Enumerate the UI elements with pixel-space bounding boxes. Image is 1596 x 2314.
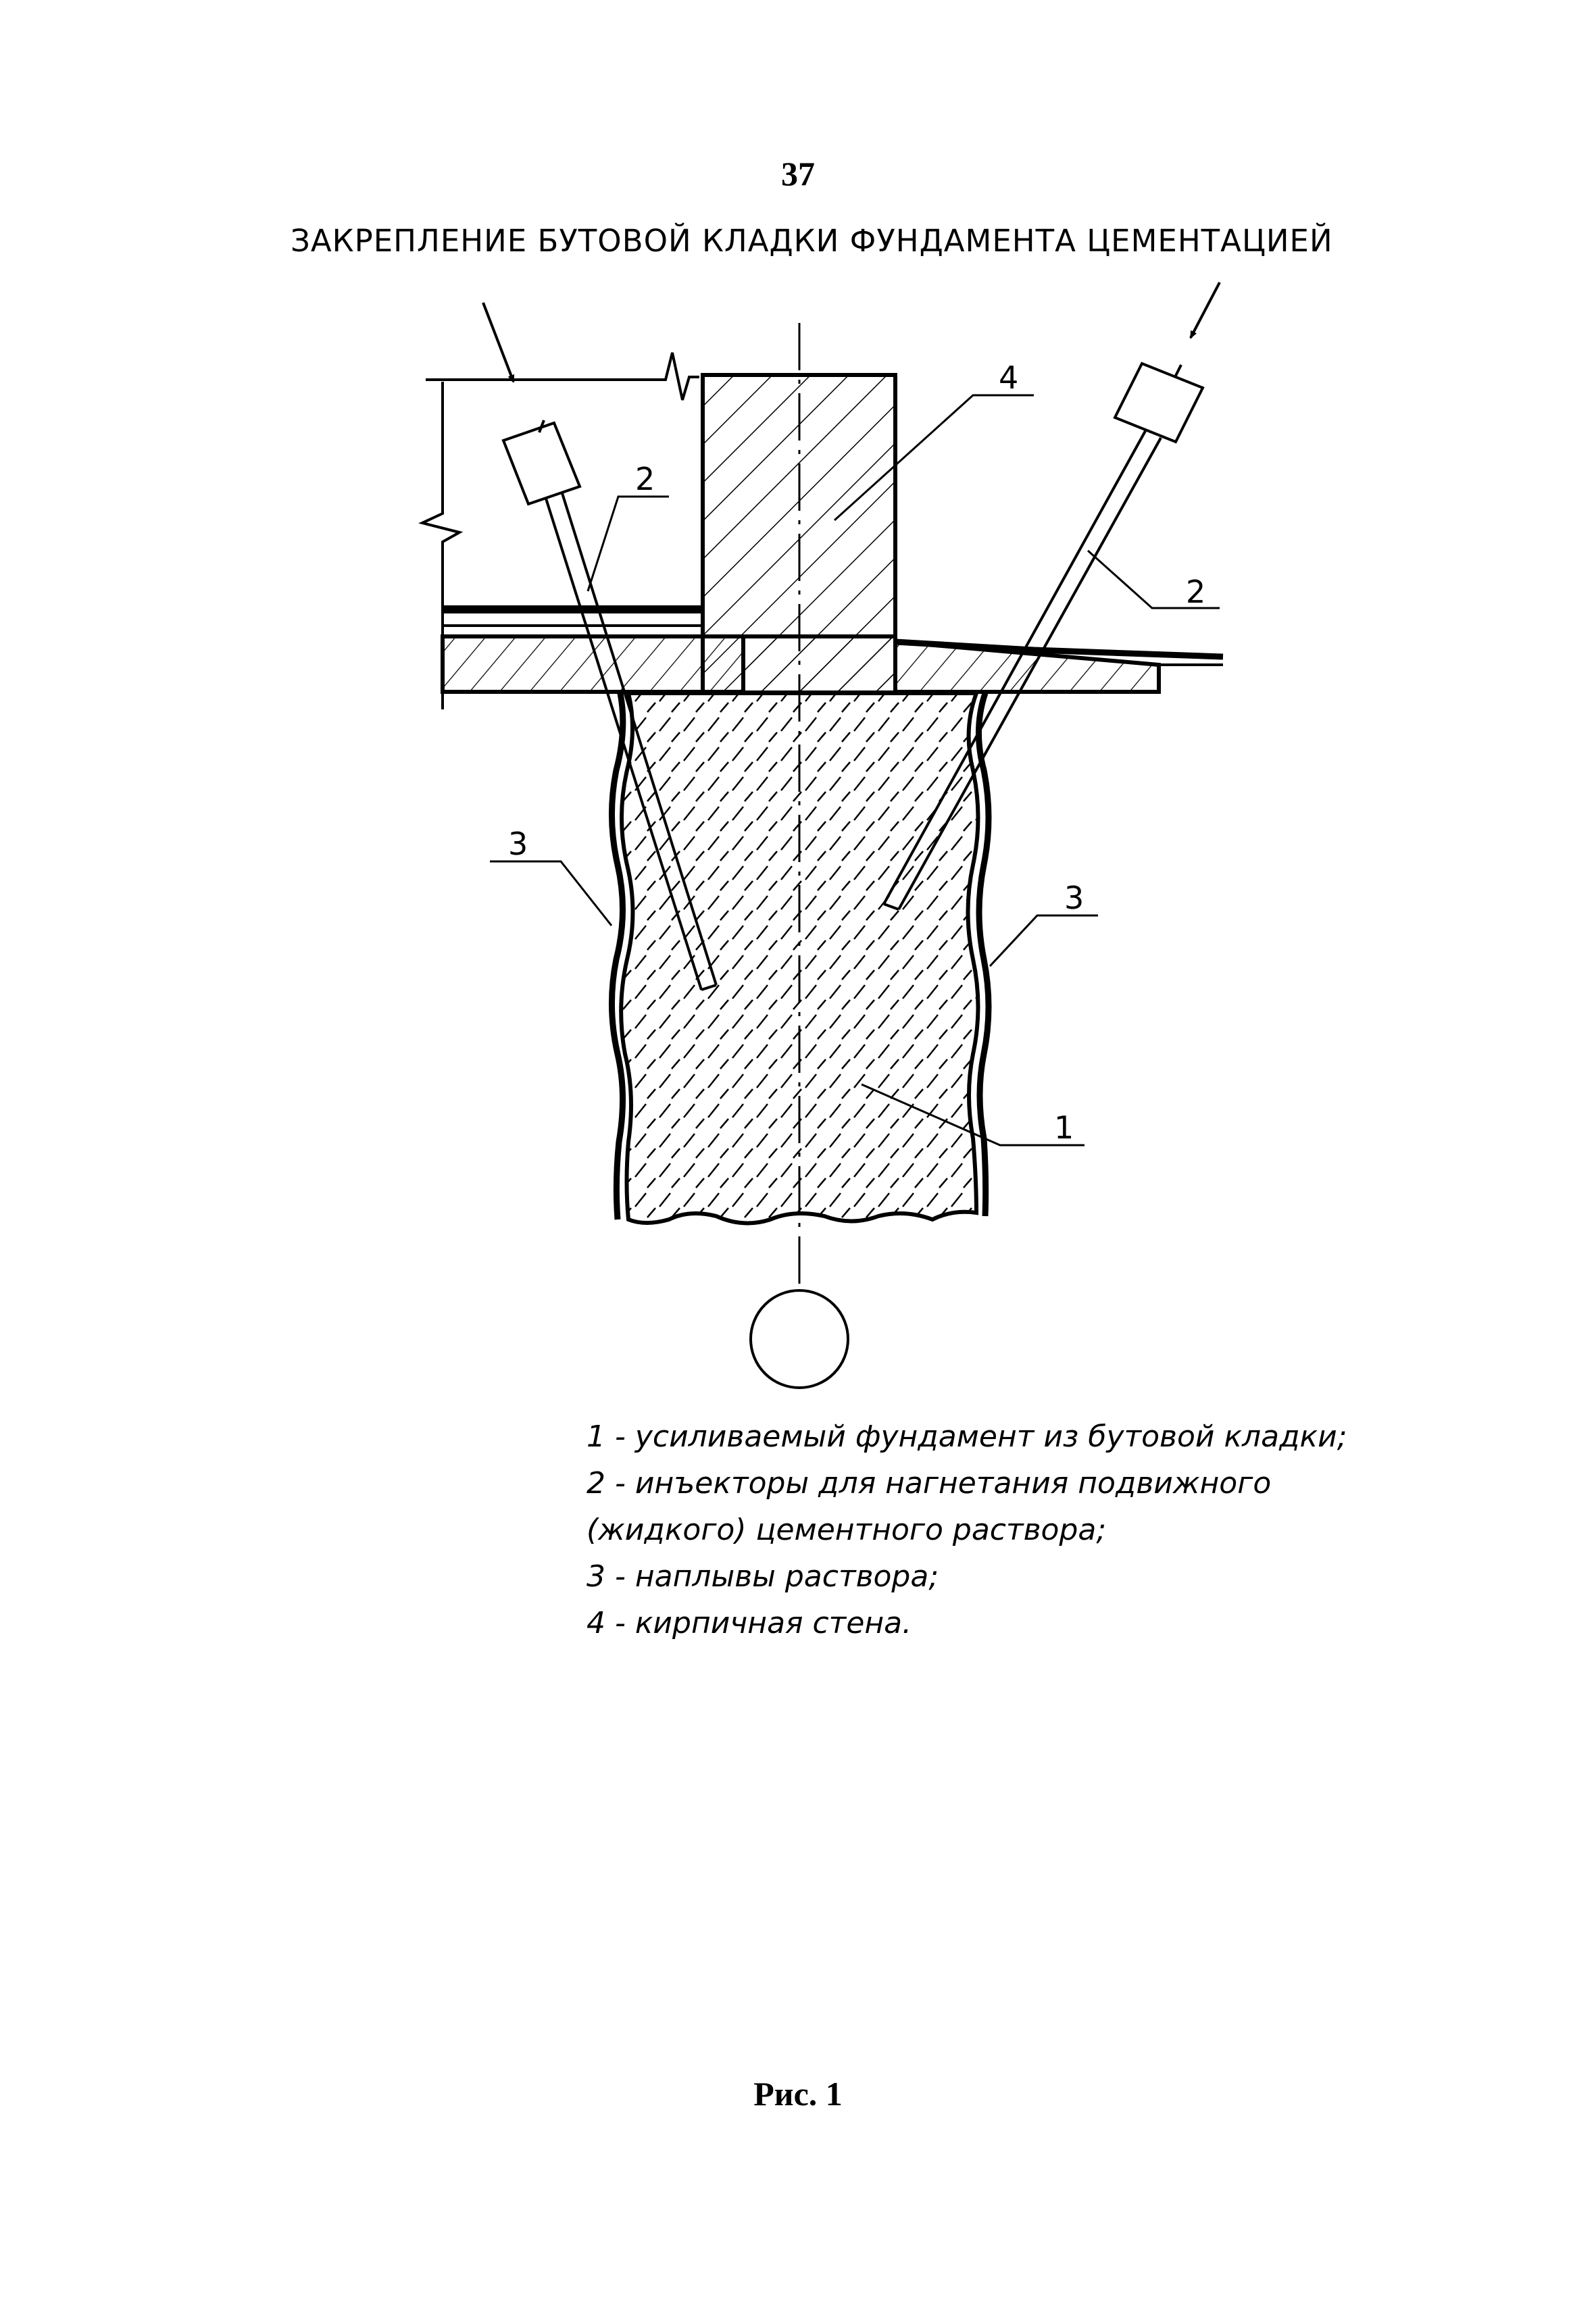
callout-3-right: 3 [1064,880,1084,916]
callout-2-right: 2 [1186,574,1206,610]
axis-marker-circle [751,1290,848,1388]
section-arrow-left [483,303,514,382]
top-break-line [426,353,699,400]
callout-3-left: 3 [508,826,528,862]
figure-caption: Рис. 1 [753,2075,843,2113]
legend [587,1413,1384,1646]
drawing-title: ЗАКРЕПЛЕНИЕ БУТОВОЙ КЛАДКИ ФУНДАМЕНТА ЦЕМЕНТАЦИЕЙ [291,223,1333,259]
legend-item-2: 2 - инъекторы для нагнетания подвижного [587,1466,1272,1501]
legend-item-4: 4 - кирпичная стена. [587,1606,912,1640]
section-arrow-right [1191,282,1220,338]
callout-1: 1 [1054,1109,1074,1146]
leader-3-right [990,915,1098,966]
grout-overflow-left [612,693,622,1219]
legend-item-1: 1 - усиливаемый фундамент из бутовой кладки; [587,1419,1347,1454]
callout-2-left: 2 [635,461,655,497]
wall-footing [743,636,895,693]
leader-2-left [588,497,669,591]
leader-3-left [490,861,612,926]
callout-4: 4 [999,359,1019,396]
page-number: 37 [781,155,815,193]
ground-step-right [1159,665,1223,669]
legend-item-2-cont: (жидкого) цементного раствора; [587,1513,1107,1547]
legend-item-3: 3 - наплывы раствора; [587,1559,939,1594]
